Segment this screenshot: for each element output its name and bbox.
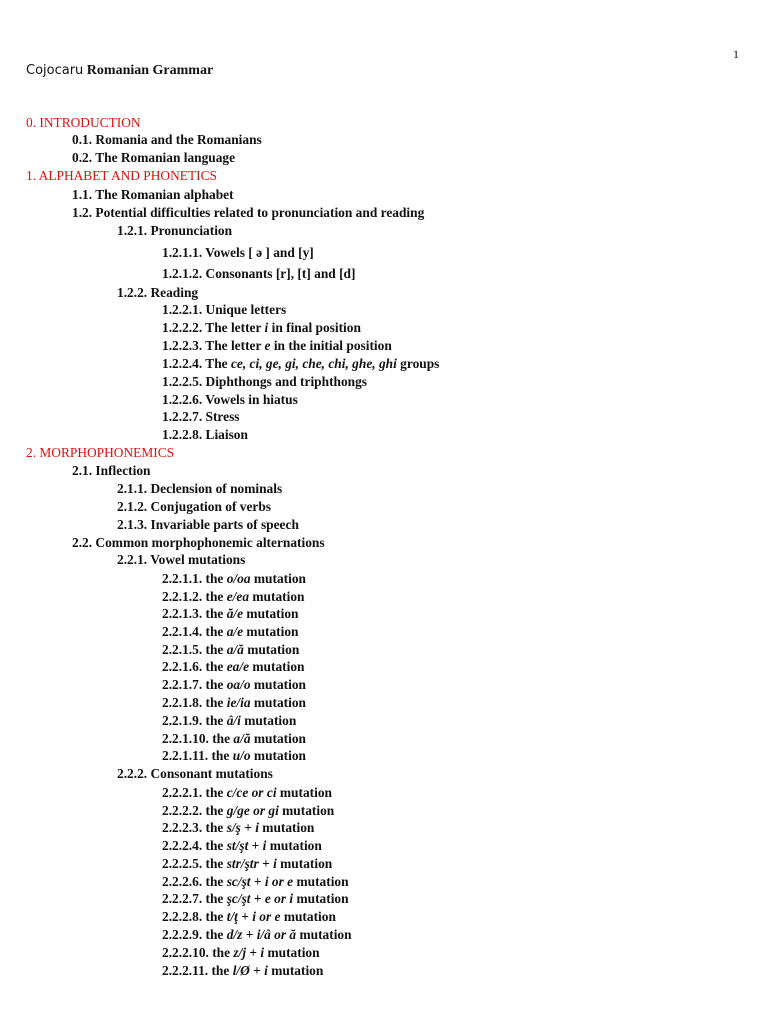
toc-text: mutation [264, 945, 320, 960]
toc-text: 1.2.2.8. Liaison [162, 427, 248, 442]
toc-text: + [237, 909, 253, 924]
toc-italic-term: i [264, 320, 269, 335]
toc-text: + [246, 945, 261, 960]
toc-topic-item [162, 908, 336, 926]
toc-text: mutation [243, 624, 299, 639]
toc-text: 2.2.1.4. the [162, 624, 227, 639]
toc-text: 2.2.2.5. the [162, 856, 227, 871]
toc-text: 2.1.2. Conjugation of verbs [117, 499, 271, 514]
toc-italic-term: st/şt [226, 838, 249, 853]
toc-topic-item [162, 623, 299, 641]
toc-text: 0.1. Romania and the Romanians [72, 132, 262, 147]
toc-topic-item [162, 747, 306, 765]
toc-topic-item [162, 784, 332, 802]
toc-text: 2.1.1. Declension of nominals [117, 481, 283, 496]
toc-topic-item [162, 605, 299, 623]
toc-italic-term: o/oa [226, 571, 251, 586]
toc-text: mutation [280, 909, 336, 924]
toc-text: 2.2.2.11. the [162, 963, 233, 978]
toc-text: mutation [250, 677, 306, 692]
toc-text: in the initial position [270, 338, 392, 353]
toc-italic-term: oa/o [226, 677, 251, 692]
toc-text: + [248, 838, 263, 853]
toc-italic-term: c/ce or ci [226, 785, 277, 800]
toc-section-item [72, 131, 262, 149]
toc-text: + [249, 963, 265, 978]
toc-text: 1.2.1.1. Vowels [ ə ] and [y] [162, 245, 314, 260]
toc-text: 2.2.2.7. the [162, 891, 227, 906]
toc-text: 2.2.1.9. the [162, 713, 227, 728]
toc-text: mutation [243, 642, 300, 657]
toc-italic-term: i [260, 945, 265, 960]
toc-text: 2.2.1.6. the [162, 659, 227, 674]
toc-italic-term: i [262, 838, 267, 853]
toc-subsection-item [117, 480, 282, 498]
toc-topic-item [162, 658, 304, 676]
toc-text: mutation [243, 606, 299, 621]
toc-topic-item [162, 730, 306, 748]
toc-text: 2.2. Common morphophonemic alternations [72, 535, 325, 550]
toc-italic-term: ce, ci, ge, gi, che, chi, ghe, ghi [230, 356, 397, 371]
toc-text: 0. INTRODUCTION [26, 115, 141, 130]
toc-topic-item [162, 355, 439, 373]
toc-text: 2.2.2. Consonant mutations [117, 766, 273, 781]
toc-text: 2.2.1.8. the [162, 695, 227, 710]
toc-italic-term: z/j [233, 945, 247, 960]
toc-topic-item [162, 588, 304, 606]
toc-text: 1.2.2.1. Unique letters [162, 302, 287, 317]
toc-text: 2.2.1.7. the [162, 677, 227, 692]
toc-section-item [72, 204, 424, 222]
toc-subsection-item [117, 551, 245, 569]
toc-text: mutation [276, 856, 333, 871]
toc-text: 1.2.2.6. Vowels in hiatus [162, 392, 298, 407]
toc-topic-item [162, 837, 322, 855]
toc-text: 1.2.2.5. Diphthongs and triphthongs [162, 374, 368, 389]
toc-text: 2.2.1.11. the [162, 748, 233, 763]
toc-italic-term: e/ea [226, 589, 250, 604]
toc-topic-item [162, 676, 306, 694]
toc-text: mutation [296, 927, 352, 942]
toc-text: 2.2.1.2. the [162, 589, 227, 604]
toc-topic-item [162, 694, 306, 712]
toc-text: 2.2.2.6. the [162, 874, 227, 889]
toc-text: 2.2.1.3. the [162, 606, 227, 621]
toc-section-item [72, 186, 234, 204]
toc-text: + [240, 820, 256, 835]
toc-text: 2.2.2.10. the [162, 945, 234, 960]
toc-italic-term: ea/e [226, 659, 250, 674]
toc-text: 2.2.2.8. the [162, 909, 227, 924]
toc-text: + [258, 856, 274, 871]
toc-chapter-heading [26, 444, 174, 462]
toc-text: 2.2.2.9. the [162, 927, 227, 942]
toc-italic-term: a/e [226, 624, 244, 639]
toc-subsection-item [117, 498, 271, 516]
toc-text: 1.2.2.4. The [162, 356, 231, 371]
toc-italic-term: u/o [232, 748, 251, 763]
toc-text: 1.1. The Romanian alphabet [72, 187, 234, 202]
toc-text: 1.2.2.3. The letter [162, 338, 265, 353]
toc-text: mutation [250, 748, 306, 763]
toc-text: 2.2.2.4. the [162, 838, 227, 853]
toc-italic-term: i or e [252, 909, 281, 924]
toc-subsection-item [117, 516, 299, 534]
toc-text: mutation [266, 838, 322, 853]
toc-italic-term: i/â or ă [256, 927, 297, 942]
toc-italic-term: d/z [226, 927, 243, 942]
toc-topic-item [162, 890, 349, 908]
toc-italic-term: s/ş [226, 820, 241, 835]
toc-text: mutation [250, 571, 306, 586]
toc-topic-item [162, 712, 296, 730]
toc-text: mutation [250, 695, 306, 710]
toc-text: 1.2. Potential difficulties related to pronunciation and reading [72, 205, 425, 220]
toc-topic-item [162, 570, 306, 588]
toc-topic-item [162, 319, 361, 337]
toc-text: 2.2.1.5. the [162, 642, 227, 657]
page-number: 1 [733, 47, 739, 61]
toc-text: mutation [249, 589, 305, 604]
toc-italic-term: t/ţ [226, 909, 238, 924]
toc-subsection-item [117, 284, 198, 302]
toc-italic-term: a/ă [226, 642, 244, 657]
document-header [26, 63, 213, 79]
toc-text: 2. MORPHOPHONEMICS [26, 445, 175, 460]
toc-subsection-item [117, 765, 273, 783]
toc-topic-item [162, 873, 349, 891]
toc-text: 2.2.2.3. the [162, 820, 227, 835]
toc-topic-item [162, 426, 248, 444]
toc-italic-term: str/ştr [226, 856, 259, 871]
toc-text: + [250, 874, 265, 889]
toc-topic-item [162, 408, 240, 426]
toc-topic-item [162, 802, 334, 820]
toc-topic-item [162, 244, 314, 262]
toc-chapter-heading [26, 114, 141, 132]
toc-text: 2.2.2.2. the [162, 803, 227, 818]
toc-topic-item [162, 391, 298, 409]
toc-text: 2.2.2.1. the [162, 785, 227, 800]
toc-section-item [72, 462, 150, 480]
toc-text: mutation [249, 659, 305, 674]
toc-italic-term: şc/şt [226, 891, 251, 906]
header-author: Cojocaru [26, 63, 84, 78]
toc-topic-item [162, 265, 355, 283]
toc-text: mutation [258, 820, 315, 835]
toc-text: groups [396, 356, 440, 371]
toc-italic-term: i [264, 963, 268, 978]
toc-italic-term: i or e [264, 874, 294, 889]
toc-text: mutation [250, 731, 306, 746]
toc-text: 1.2.1. Pronunciation [117, 223, 233, 238]
toc-topic-item [162, 962, 323, 980]
toc-subsection-item [117, 222, 232, 240]
toc-text: 2.2.1. Vowel mutations [117, 552, 246, 567]
toc-text: 1. ALPHABET AND PHONETICS [26, 168, 217, 183]
toc-text: 2.1.3. Invariable parts of speech [117, 517, 299, 532]
toc-text: mutation [267, 963, 324, 978]
toc-italic-term: ie/ia [226, 695, 251, 710]
toc-topic-item [162, 855, 332, 873]
toc-text: mutation [240, 713, 297, 728]
toc-italic-term: â/i [226, 713, 241, 728]
toc-italic-term: sc/şt [226, 874, 251, 889]
toc-topic-item [162, 373, 367, 391]
toc-chapter-heading [26, 167, 217, 185]
toc-text: mutation [278, 803, 335, 818]
toc-italic-term: e or i [264, 891, 294, 906]
toc-topic-item [162, 337, 392, 355]
toc-text: mutation [293, 891, 349, 906]
toc-italic-term: ă/e [226, 606, 244, 621]
toc-text: 1.2.2.2. The letter [162, 320, 265, 335]
toc-italic-term: l/Ø [232, 963, 250, 978]
toc-text: + [242, 927, 257, 942]
toc-italic-term: i [255, 820, 259, 835]
toc-italic-term: i [273, 856, 277, 871]
toc-text: 1.2.1.2. Consonants [r], [t] and [d] [162, 266, 356, 281]
toc-section-item [72, 149, 235, 167]
toc-text: + [250, 891, 265, 906]
header-title: Romanian Grammar [86, 63, 214, 78]
toc-text: 2.2.1.1. the [162, 571, 227, 586]
toc-italic-term: e [264, 338, 271, 353]
toc-text: 1.2.2.7. Stress [162, 409, 240, 424]
toc-italic-term: g/ge or gi [226, 803, 279, 818]
toc-topic-item [162, 641, 299, 659]
toc-text: mutation [276, 785, 332, 800]
toc-text: mutation [293, 874, 349, 889]
toc-text: 0.2. The Romanian language [72, 150, 236, 165]
toc-italic-term: a/ă [233, 731, 251, 746]
toc-text: 2.2.1.10. the [162, 731, 234, 746]
toc-topic-item [162, 944, 320, 962]
toc-text: in final position [268, 320, 361, 335]
toc-topic-item [162, 926, 352, 944]
toc-section-item [72, 534, 325, 552]
toc-text: 1.2.2. Reading [117, 285, 199, 300]
toc-topic-item [162, 819, 314, 837]
toc-topic-item [162, 301, 286, 319]
toc-text: 2.1. Inflection [72, 463, 151, 478]
